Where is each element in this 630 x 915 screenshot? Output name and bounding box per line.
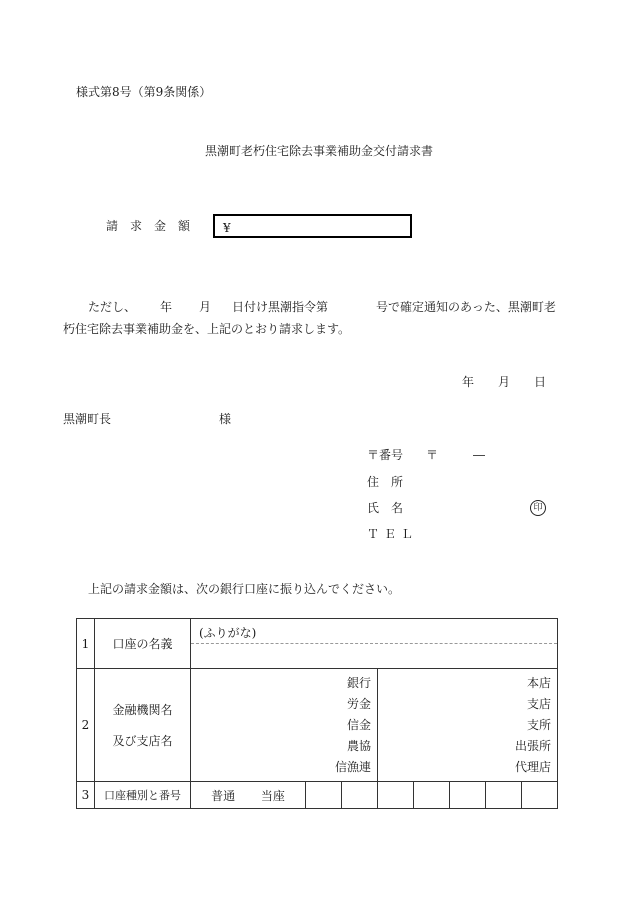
body-prefix: ただし、 bbox=[88, 300, 137, 314]
transfer-note: 上記の請求金額は、次の銀行口座に振り込んでください。 bbox=[88, 582, 401, 596]
row-number: 2 bbox=[77, 669, 95, 782]
address-label: 住 所 bbox=[367, 475, 404, 489]
body-date-text: 日付け黒潮指令第 bbox=[232, 300, 329, 314]
institution-label-line1: 金融機関名 bbox=[112, 703, 173, 717]
account-type-cell[interactable] bbox=[191, 782, 306, 809]
postal-label: 〒番号 bbox=[367, 448, 404, 462]
branch-type: 出張所 bbox=[514, 738, 551, 753]
branch-field[interactable] bbox=[378, 669, 558, 782]
account-digit-cell[interactable] bbox=[522, 782, 558, 809]
postal-mark: 〒 bbox=[426, 448, 439, 462]
date-month: 月 bbox=[498, 375, 511, 389]
account-name-field[interactable] bbox=[191, 619, 558, 669]
institution-type: 銀行 bbox=[346, 675, 371, 690]
account-type-label: 口座種別と番号 bbox=[95, 782, 191, 809]
institution-label-line2: 及び支店名 bbox=[112, 734, 173, 748]
date-day: 日 bbox=[534, 375, 547, 389]
document-title: 黒潮町老朽住宅除去事業補助金交付請求書 bbox=[204, 144, 433, 158]
account-digit-cell[interactable] bbox=[378, 782, 414, 809]
account-type-ordinary[interactable]: 普通 bbox=[211, 788, 236, 803]
tel-label: ＴＥＬ bbox=[367, 527, 419, 541]
account-digit-cell[interactable] bbox=[306, 782, 342, 809]
body-suffix: 号で確定通知のあった、黒潮町老 bbox=[376, 300, 556, 314]
account-type-checking[interactable]: 当座 bbox=[260, 788, 285, 803]
branch-type: 本店 bbox=[526, 675, 551, 690]
branch-type: 代理店 bbox=[514, 759, 551, 774]
row-number: 1 bbox=[77, 619, 95, 669]
account-digit-cell[interactable] bbox=[414, 782, 450, 809]
amount-label: 請 求 金 額 bbox=[106, 219, 191, 233]
date-year: 年 bbox=[462, 375, 475, 389]
postal-dash: ― bbox=[473, 448, 485, 462]
institution-field[interactable] bbox=[191, 669, 378, 782]
amount-field[interactable] bbox=[213, 214, 412, 238]
body-year: 年 bbox=[160, 300, 173, 314]
table-row bbox=[77, 782, 558, 809]
body-month: 月 bbox=[199, 300, 212, 314]
branch-type: 支所 bbox=[526, 717, 551, 732]
institution-type-list bbox=[191, 673, 377, 778]
branch-type: 支店 bbox=[526, 696, 551, 711]
addressee-honorific: 様 bbox=[219, 412, 232, 426]
bank-account-table bbox=[76, 618, 558, 809]
furigana-field[interactable] bbox=[191, 619, 557, 644]
account-name-label: 口座の名義 bbox=[95, 619, 191, 669]
addressee-name: 黒潮町長 bbox=[63, 412, 112, 426]
table-row bbox=[77, 669, 558, 782]
institution-label bbox=[95, 669, 191, 782]
institution-type: 労金 bbox=[346, 696, 371, 711]
seal-mark: 印 bbox=[530, 500, 546, 516]
form-number: 様式第8号（第9条関係） bbox=[76, 85, 212, 99]
institution-type: 農協 bbox=[346, 738, 371, 753]
institution-type: 信金 bbox=[346, 717, 371, 732]
institution-type: 信漁連 bbox=[334, 759, 371, 774]
table-row bbox=[77, 619, 558, 669]
branch-type-list bbox=[378, 673, 557, 778]
name-label: 氏 名 bbox=[367, 501, 404, 515]
account-digit-cell[interactable] bbox=[450, 782, 486, 809]
account-digit-cell[interactable] bbox=[486, 782, 522, 809]
row-number: 3 bbox=[77, 782, 95, 809]
body-line-2: 朽住宅除去事業補助金を、上記のとおり請求します。 bbox=[63, 322, 351, 336]
yen-symbol: ¥ bbox=[223, 221, 231, 235]
furigana-label: (ふりがな) bbox=[199, 626, 257, 640]
account-digit-cell[interactable] bbox=[342, 782, 378, 809]
